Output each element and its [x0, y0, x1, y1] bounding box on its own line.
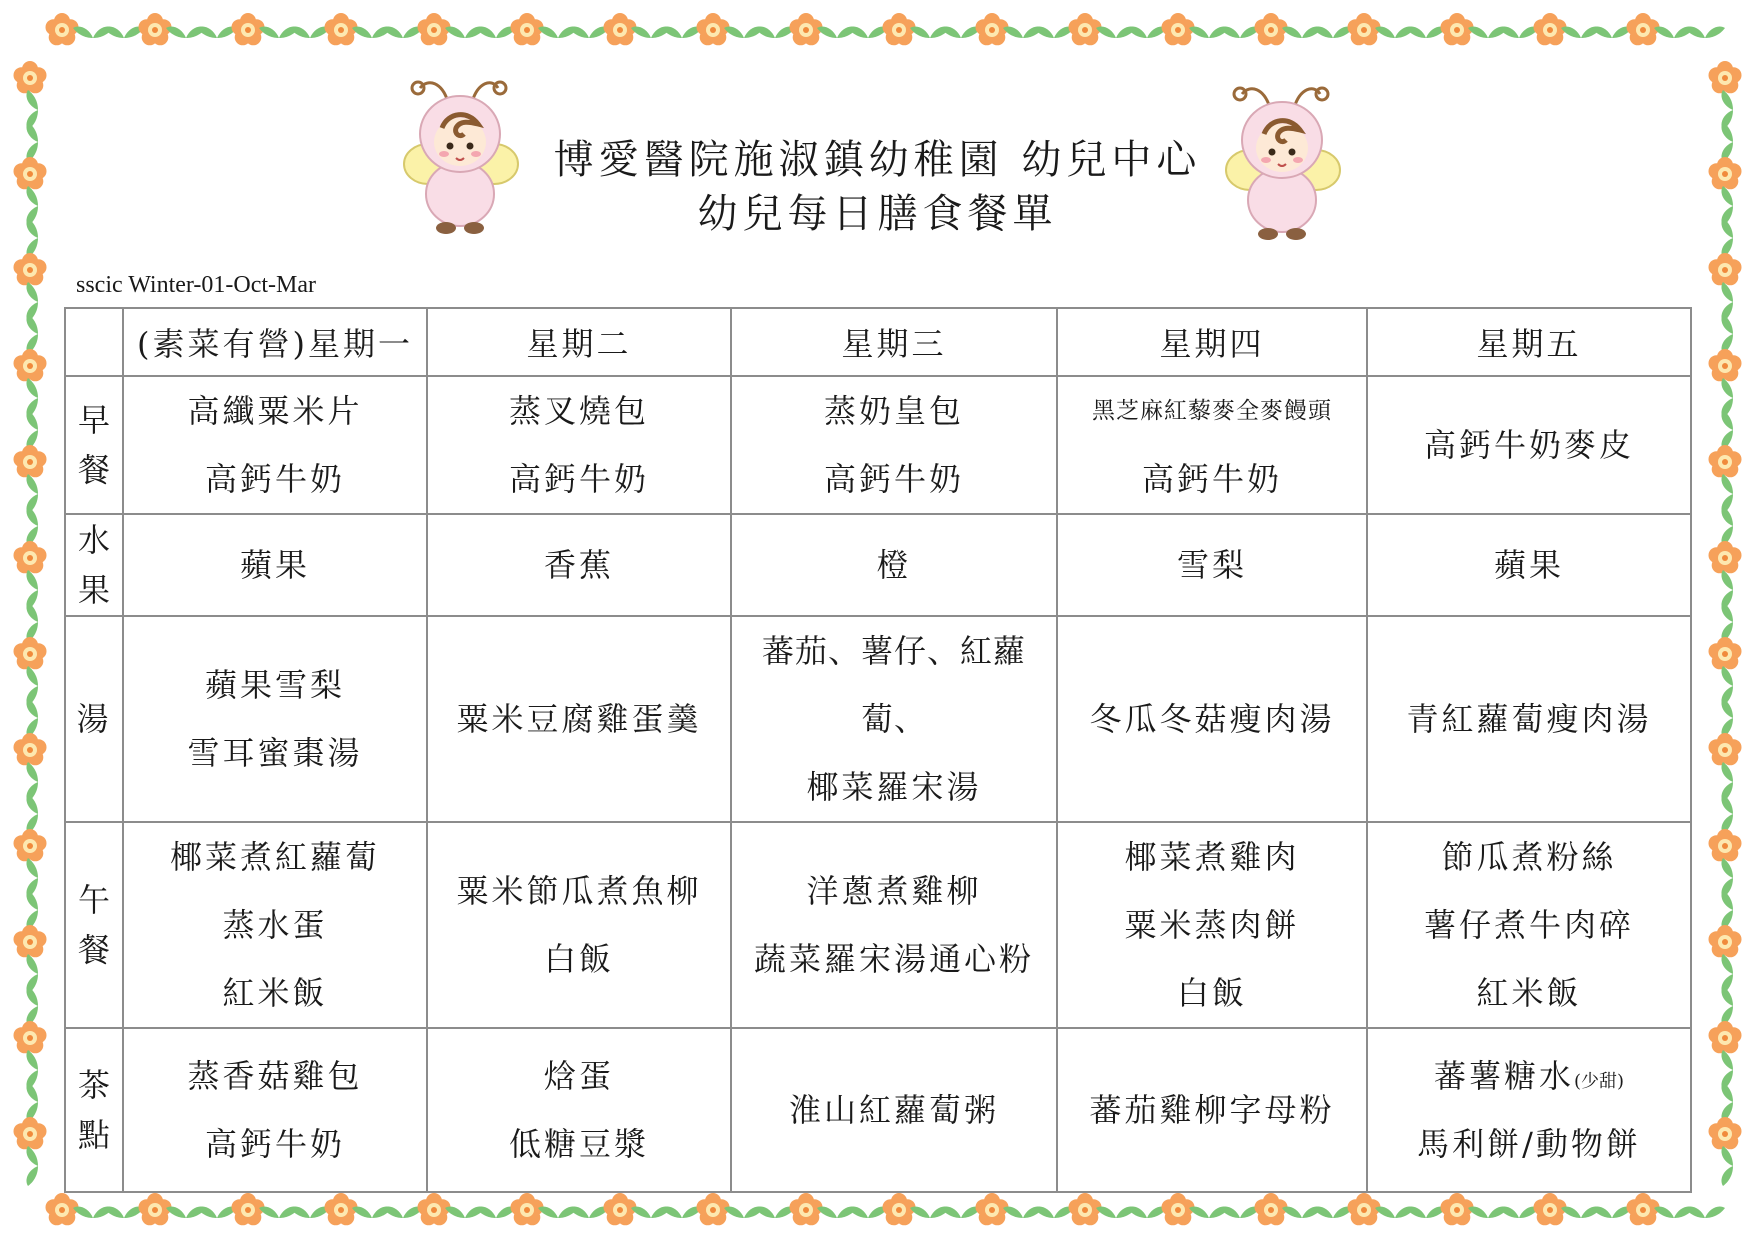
flower-icon — [697, 1193, 730, 1225]
flower-icon — [1709, 637, 1742, 669]
menu-item: 蕃茄雞柳字母粉 — [1089, 1091, 1335, 1129]
leaf-icon — [26, 698, 38, 738]
tea-label — [65, 1028, 123, 1192]
menu-item: 青紅蘿蔔瘦肉湯 — [1406, 700, 1652, 738]
flower-icon — [883, 1193, 916, 1225]
flower-icon — [14, 733, 47, 765]
flower-icon — [511, 13, 544, 45]
day-header-friday: 星期五 — [1367, 308, 1691, 376]
flower-icon — [232, 13, 265, 45]
menu-item: 蒸奶皇包 — [823, 392, 964, 430]
tea-thursday — [1057, 1028, 1367, 1192]
flower-icon — [139, 1193, 172, 1225]
leaf-icon — [197, 26, 237, 38]
menu-item: 雪耳蜜棗湯 — [187, 734, 363, 772]
menu-item: 馬利餅/動物餅 — [1417, 1125, 1641, 1163]
lunch-wednesday — [731, 822, 1057, 1028]
menu-item: 香蕉 — [543, 546, 614, 584]
leaf-icon — [848, 26, 888, 38]
flower-icon — [976, 1193, 1009, 1225]
flower-icon — [1627, 13, 1660, 45]
soup-monday — [123, 616, 427, 822]
soup-wednesday — [731, 616, 1057, 822]
menu-subtitle: 幼兒每日膳食餐單 — [697, 191, 1058, 237]
tea-monday — [123, 1028, 427, 1192]
leaf-icon — [662, 1206, 702, 1218]
flower-icon — [1709, 733, 1742, 765]
menu-item: 節瓜煮粉絲 — [1441, 838, 1617, 876]
menu-code-label: sscic Winter-01-Oct-Mar — [76, 272, 317, 298]
fruit-thursday — [1057, 514, 1367, 616]
flower-icon — [604, 1193, 637, 1225]
flower-icon — [1069, 13, 1102, 45]
flower-icon — [1709, 1117, 1742, 1149]
breakfast-label — [65, 376, 123, 514]
flower-icon — [46, 1193, 79, 1225]
tea-wednesday — [731, 1028, 1057, 1192]
leaf-icon — [1406, 1206, 1446, 1218]
fruit-wednesday — [731, 514, 1057, 616]
day-header-monday: (素菜有營)星期一 — [123, 308, 427, 376]
leaf-icon — [26, 1146, 38, 1186]
tea-row — [65, 1028, 1691, 1192]
leaf-icon — [1313, 1206, 1353, 1218]
flower-icon — [232, 1193, 265, 1225]
leaf-icon — [569, 1206, 609, 1218]
leaf-icon — [1499, 1206, 1539, 1218]
soup-tuesday — [427, 616, 731, 822]
flower-icon — [1709, 253, 1742, 285]
flower-icon — [14, 349, 47, 381]
kindergarten-title: 博愛醫院施淑鎮幼稚園 幼兒中心 — [553, 137, 1202, 183]
flower-icon — [46, 13, 79, 45]
menu-item: 粟米蒸肉餅 — [1124, 906, 1300, 944]
menu-item: 粟米節瓜煮魚柳 — [456, 872, 702, 910]
leaf-icon — [1721, 986, 1733, 1026]
tea-label-text: 茶點 — [78, 1066, 114, 1154]
menu-item: 高鈣牛奶 — [1141, 460, 1282, 498]
leaf-icon — [1127, 1206, 1167, 1218]
meal-menu-table — [64, 307, 1692, 1193]
breakfast-thursday — [1057, 376, 1367, 514]
flower-icon — [14, 1117, 47, 1149]
day-header-wednesday: 星期三 — [731, 308, 1057, 376]
leaf-icon — [290, 26, 330, 38]
leaf-icon — [941, 26, 981, 38]
leaf-icon — [26, 890, 38, 930]
menu-item: 冬瓜冬菇瘦肉湯 — [1089, 700, 1335, 738]
tea-friday — [1367, 1028, 1691, 1192]
menu-item: 蒸水蛋 — [222, 906, 328, 944]
flower-icon — [790, 13, 823, 45]
lunch-monday — [123, 822, 427, 1028]
fruit-tuesday — [427, 514, 731, 616]
flower-icon — [1627, 1193, 1660, 1225]
leaf-icon — [1220, 1206, 1260, 1218]
flower-icon — [1348, 1193, 1381, 1225]
menu-item: 薯仔煮牛肉碎 — [1423, 906, 1634, 944]
flower-icon — [1162, 1193, 1195, 1225]
leaf-icon — [476, 1206, 516, 1218]
flower-icon — [1162, 13, 1195, 45]
menu-item: 白飯 — [1176, 974, 1247, 1012]
leaf-icon — [1721, 314, 1733, 354]
flower-icon — [1255, 13, 1288, 45]
leaf-icon — [26, 602, 38, 642]
leaf-icon — [26, 794, 38, 834]
menu-item: 蔬菜羅宋湯通心粉 — [753, 940, 1034, 978]
leaf-icon — [476, 26, 516, 38]
flower-icon — [883, 13, 916, 45]
flower-icon — [14, 637, 47, 669]
lunch-row — [65, 822, 1691, 1028]
menu-item: 高鈣牛奶 — [204, 460, 345, 498]
flower-icon — [1441, 13, 1474, 45]
flower-icon — [976, 13, 1009, 45]
breakfast-row — [65, 376, 1691, 514]
leaf-icon — [1685, 26, 1725, 38]
flower-icon — [1709, 829, 1742, 861]
leaf-icon — [1313, 26, 1353, 38]
leaf-icon — [1034, 26, 1074, 38]
leaf-icon — [1721, 410, 1733, 450]
flower-icon — [1709, 445, 1742, 477]
menu-item: 黑芝麻紅藜麥全麥饅頭 — [1092, 398, 1332, 424]
menu-item: 高鈣牛奶麥皮 — [1423, 426, 1634, 464]
fruit-row — [65, 514, 1691, 616]
flower-icon — [1709, 1021, 1742, 1053]
flower-icon — [790, 1193, 823, 1225]
flower-icon — [325, 1193, 358, 1225]
menu-item: 高纖粟米片 — [187, 392, 363, 430]
menu-item: 淮山紅蘿蔔粥 — [788, 1091, 999, 1129]
leaf-icon — [1721, 698, 1733, 738]
flower-icon — [418, 1193, 451, 1225]
leaf-icon — [569, 26, 609, 38]
bee-fairy-icon — [1220, 78, 1346, 248]
leaf-icon — [1220, 26, 1260, 38]
menu-item: 椰菜羅宋湯 — [806, 768, 982, 806]
leaf-icon — [1721, 602, 1733, 642]
flower-icon — [14, 253, 47, 285]
leaf-icon — [1034, 1206, 1074, 1218]
menu-item: 椰菜煮雞肉 — [1124, 838, 1300, 876]
flower-icon — [1069, 1193, 1102, 1225]
leaf-icon — [1592, 26, 1632, 38]
flower-icon — [1709, 349, 1742, 381]
flower-icon — [14, 925, 47, 957]
tea-tuesday — [427, 1028, 731, 1192]
leaf-icon — [26, 410, 38, 450]
leaf-icon — [383, 26, 423, 38]
menu-item-with-note — [1368, 1042, 1690, 1110]
menu-item: 蘋果 — [239, 546, 310, 584]
leaf-icon — [755, 1206, 795, 1218]
menu-item: 白飯 — [543, 940, 614, 978]
leaf-icon — [1721, 890, 1733, 930]
breakfast-tuesday — [427, 376, 731, 514]
breakfast-wednesday — [731, 376, 1057, 514]
leaf-icon — [197, 1206, 237, 1218]
menu-item: 橙 — [876, 546, 912, 584]
menu-item: 紅米飯 — [1476, 974, 1582, 1012]
menu-item: 蒸香菇雞包 — [187, 1057, 363, 1095]
lunch-label-text: 午餐 — [78, 881, 114, 969]
menu-item: 焓蛋 — [543, 1057, 614, 1095]
fruit-label — [65, 514, 123, 616]
breakfast-friday — [1367, 376, 1691, 514]
leaf-icon — [26, 506, 38, 546]
flower-icon — [14, 445, 47, 477]
corner-cell — [65, 308, 123, 376]
flower-icon — [1534, 1193, 1567, 1225]
lunch-thursday — [1057, 822, 1367, 1028]
flower-icon — [14, 61, 47, 93]
menu-item: 洋蔥煮雞柳 — [806, 872, 982, 910]
flower-icon — [14, 829, 47, 861]
leaf-icon — [1721, 1146, 1733, 1186]
menu-item: 蘋果 — [1493, 546, 1564, 584]
leaf-icon — [941, 1206, 981, 1218]
menu-item: 低糖豆漿 — [508, 1125, 649, 1163]
menu-item: 高鈣牛奶 — [508, 460, 649, 498]
menu-item: 蕃茄、薯仔、紅蘿蔔、 — [761, 632, 1026, 738]
leaf-icon — [104, 1206, 144, 1218]
leaf-icon — [1721, 794, 1733, 834]
flower-icon — [604, 13, 637, 45]
leaf-icon — [26, 314, 38, 354]
soup-row — [65, 616, 1691, 822]
leaf-icon — [848, 1206, 888, 1218]
flower-icon — [1709, 541, 1742, 573]
flower-icon — [1441, 1193, 1474, 1225]
menu-item: 高鈣牛奶 — [823, 460, 964, 498]
flower-icon — [1255, 1193, 1288, 1225]
leaf-icon — [290, 1206, 330, 1218]
leaf-icon — [26, 986, 38, 1026]
leaf-icon — [383, 1206, 423, 1218]
leaf-icon — [1685, 1206, 1725, 1218]
menu-item: 雪梨 — [1176, 546, 1247, 584]
fruit-friday — [1367, 514, 1691, 616]
leaf-icon — [1721, 1082, 1733, 1122]
menu-item: 蒸叉燒包 — [508, 392, 649, 430]
menu-item: 蘋果雪梨 — [204, 666, 345, 704]
leaf-icon — [1499, 26, 1539, 38]
leaf-icon — [1406, 26, 1446, 38]
soup-thursday — [1057, 616, 1367, 822]
menu-item: 椰菜煮紅蘿蔔 — [169, 838, 380, 876]
leaf-icon — [1721, 506, 1733, 546]
lunch-friday — [1367, 822, 1691, 1028]
soup-label-text: 湯 — [76, 700, 112, 738]
menu-item: 高鈣牛奶 — [204, 1125, 345, 1163]
bee-fairy-icon — [398, 72, 524, 242]
sweetness-note: (少甜) — [1573, 1071, 1625, 1092]
soup-friday — [1367, 616, 1691, 822]
breakfast-monday — [123, 376, 427, 514]
fruit-monday — [123, 514, 427, 616]
flower-icon — [511, 1193, 544, 1225]
lunch-tuesday — [427, 822, 731, 1028]
flower-icon — [139, 13, 172, 45]
leaf-icon — [104, 26, 144, 38]
fruit-label-text: 水果 — [78, 521, 114, 609]
leaf-icon — [755, 26, 795, 38]
flower-icon — [697, 13, 730, 45]
menu-item: 粟米豆腐雞蛋羹 — [456, 700, 702, 738]
menu-item: 紅米飯 — [222, 974, 328, 1012]
day-header-thursday: 星期四 — [1057, 308, 1367, 376]
flower-icon — [14, 1021, 47, 1053]
day-header-tuesday: 星期二 — [427, 308, 731, 376]
leaf-icon — [662, 26, 702, 38]
breakfast-label-text: 早餐 — [78, 401, 114, 489]
flower-icon — [14, 541, 47, 573]
flower-icon — [325, 13, 358, 45]
flower-icon — [1709, 61, 1742, 93]
flower-icon — [1348, 13, 1381, 45]
soup-label — [65, 616, 123, 822]
lunch-label — [65, 822, 123, 1028]
flower-icon — [1534, 13, 1567, 45]
leaf-icon — [1592, 1206, 1632, 1218]
leaf-icon — [26, 1082, 38, 1122]
leaf-icon — [1127, 26, 1167, 38]
menu-item: 蕃薯糖水 — [1433, 1057, 1574, 1095]
flower-icon — [1709, 925, 1742, 957]
day-header-row — [65, 308, 1691, 376]
flower-icon — [418, 13, 451, 45]
